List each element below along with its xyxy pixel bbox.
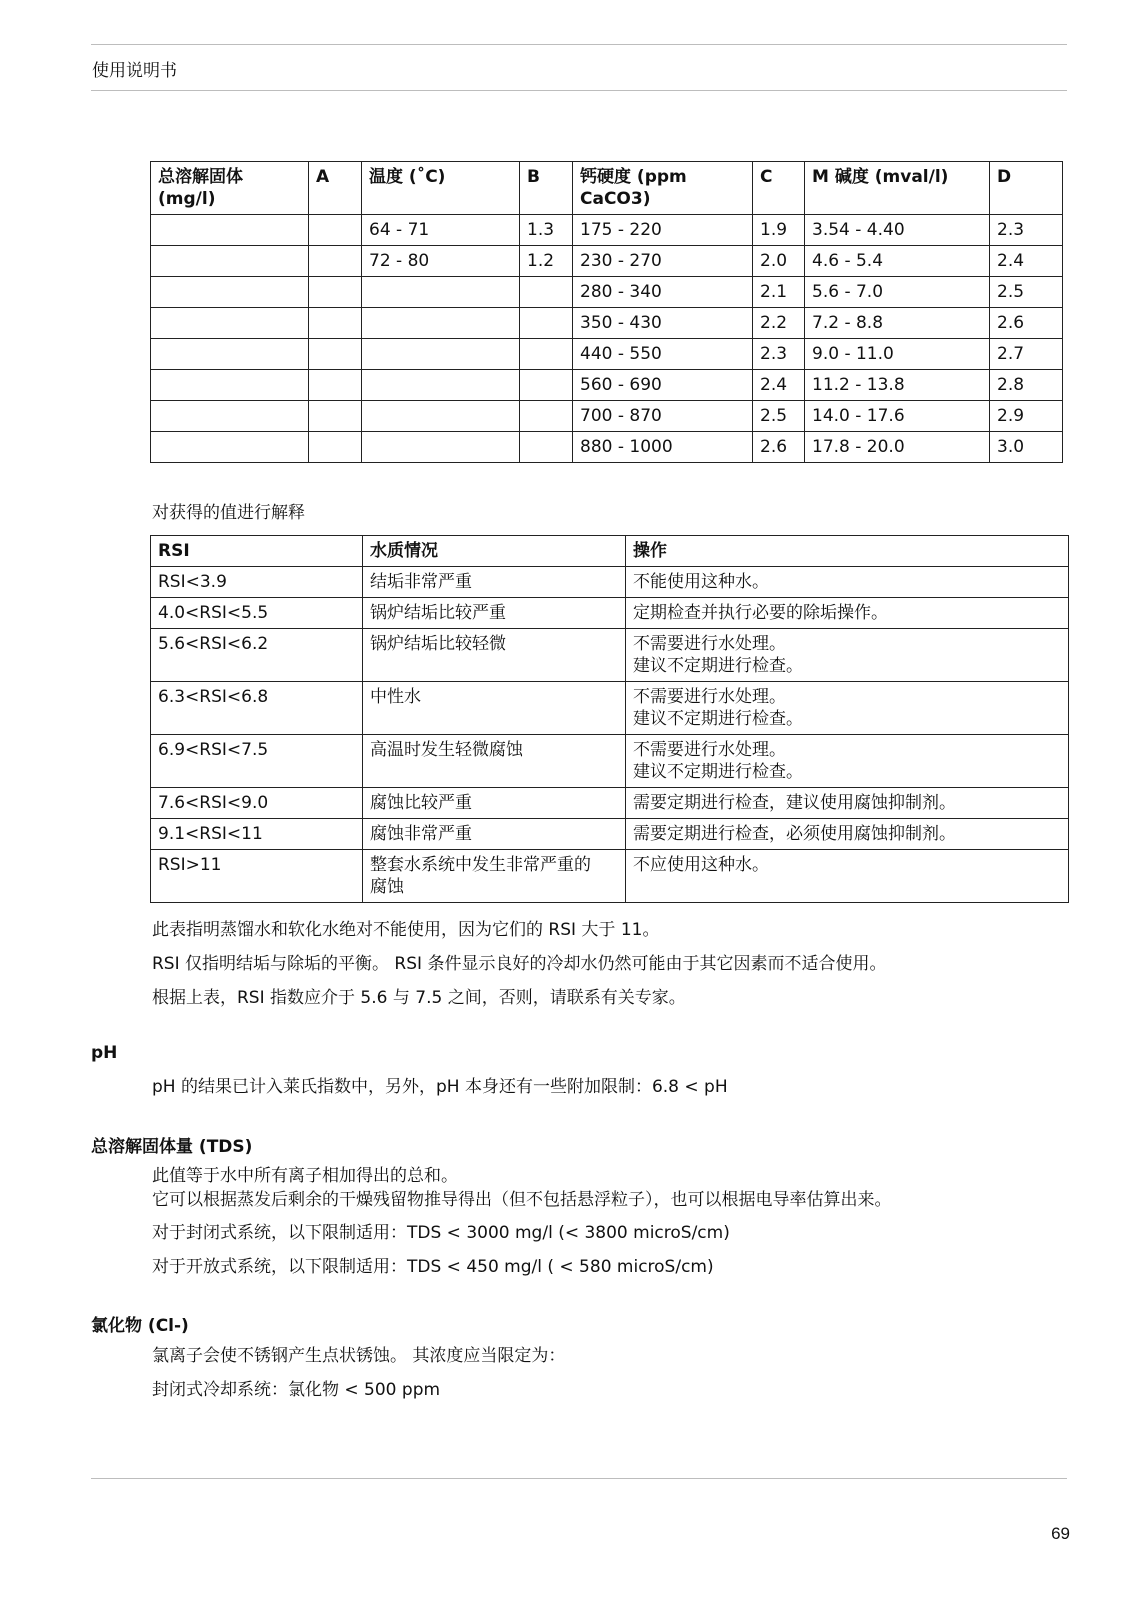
factor-table-row: [151, 370, 1063, 401]
rsi-cell: 整套水系统中发生非常严重的 腐蚀: [363, 850, 626, 903]
factor-cell: 2.6: [990, 308, 1063, 339]
factor-cell: 175 - 220: [573, 215, 753, 246]
factor-cell: 3.54 - 4.40: [805, 215, 990, 246]
rsi-table-header-row: [151, 536, 1069, 567]
rsi-cell: 定期检查并执行必要的除垢操作。: [626, 598, 1069, 629]
factor-table-row: [151, 277, 1063, 308]
factor-cell: 280 - 340: [573, 277, 753, 308]
factor-cell: [520, 432, 573, 463]
factor-cell: [151, 432, 309, 463]
factor-cell: [151, 370, 309, 401]
factor-cell: [309, 339, 362, 370]
factor-cell: 2.9: [990, 401, 1063, 432]
factor-cell: [151, 339, 309, 370]
factor-header-cell: B: [520, 162, 573, 215]
factor-table-row: [151, 401, 1063, 432]
factor-table-row: [151, 432, 1063, 463]
factor-table-row: [151, 308, 1063, 339]
factor-cell: 7.2 - 8.8: [805, 308, 990, 339]
rsi-cell: 腐蚀非常严重: [363, 819, 626, 850]
factor-header-cell: A: [309, 162, 362, 215]
factor-cell: 2.1: [753, 277, 805, 308]
factor-cell: 3.0: [990, 432, 1063, 463]
rsi-cell: 不需要进行水处理。 建议不定期进行检查。: [626, 682, 1069, 735]
rsi-cell: 6.3<RSI<6.8: [151, 682, 363, 735]
rsi-table-row: [151, 735, 1069, 788]
factor-cell: [309, 277, 362, 308]
rsi-cell: 9.1<RSI<11: [151, 819, 363, 850]
rsi-cell: 不需要进行水处理。 建议不定期进行检查。: [626, 735, 1069, 788]
rsi-cell: 高温时发生轻微腐蚀: [363, 735, 626, 788]
interpret-caption: 对获得的值进行解释: [152, 503, 305, 523]
factor-cell: 2.4: [753, 370, 805, 401]
factor-cell: 64 - 71: [362, 215, 520, 246]
rsi-header-cell: 操作: [626, 536, 1069, 567]
tds-definition: 此值等于水中所有离子相加得出的总和。: [152, 1166, 458, 1186]
note-rsi-range: 根据上表，RSI 指数应介于 5.6 与 7.5 之间，否则，请联系有关专家。: [152, 988, 686, 1008]
factor-cell: 17.8 - 20.0: [805, 432, 990, 463]
chloride-limit: 封闭式冷却系统：氯化物 < 500 ppm: [152, 1380, 441, 1400]
factor-cell: [151, 401, 309, 432]
rsi-cell: 中性水: [363, 682, 626, 735]
header-title: 使用说明书: [92, 61, 177, 81]
rsi-cell: 不需要进行水处理。 建议不定期进行检查。: [626, 629, 1069, 682]
factor-cell: [309, 308, 362, 339]
factor-cell: [520, 339, 573, 370]
factor-table: [150, 161, 1063, 463]
rsi-table-row: [151, 629, 1069, 682]
tds-heading: 总溶解固体量 (TDS): [91, 1137, 253, 1157]
rsi-cell: 锅炉结垢比较严重: [363, 598, 626, 629]
factor-cell: 2.4: [990, 246, 1063, 277]
factor-header-cell: 钙硬度 (ppm CaCO3): [573, 162, 753, 215]
tds-closed-limit: 对于封闭式系统，以下限制适用：TDS < 3000 mg/l (< 3800 microS/cm): [152, 1223, 730, 1243]
rsi-cell: RSI<3.9: [151, 567, 363, 598]
rsi-cell: 锅炉结垢比较轻微: [363, 629, 626, 682]
factor-header-cell: M 碱度 (mval/l): [805, 162, 990, 215]
factor-cell: [151, 277, 309, 308]
rsi-table-row: [151, 819, 1069, 850]
factor-cell: [151, 308, 309, 339]
rsi-table-row: [151, 598, 1069, 629]
factor-cell: 2.5: [990, 277, 1063, 308]
rsi-table-row: [151, 788, 1069, 819]
factor-cell: 560 - 690: [573, 370, 753, 401]
factor-cell: 230 - 270: [573, 246, 753, 277]
factor-table-row: [151, 246, 1063, 277]
rsi-table-row: [151, 682, 1069, 735]
rsi-header-cell: 水质情况: [363, 536, 626, 567]
factor-table-row: [151, 215, 1063, 246]
tds-open-limit: 对于开放式系统，以下限制适用：TDS < 450 mg/l ( < 580 microS/cm): [152, 1257, 714, 1277]
factor-cell: [362, 370, 520, 401]
factor-header-cell: 总溶解固体 (mg/l): [151, 162, 309, 215]
rsi-cell: RSI>11: [151, 850, 363, 903]
rsi-cell: 需要定期进行检查，建议使用腐蚀抑制剂。: [626, 788, 1069, 819]
rsi-cell: 6.9<RSI<7.5: [151, 735, 363, 788]
factor-cell: 440 - 550: [573, 339, 753, 370]
factor-cell: 1.2: [520, 246, 573, 277]
factor-cell: [362, 339, 520, 370]
factor-cell: 2.3: [990, 215, 1063, 246]
rsi-table: [150, 535, 1069, 903]
factor-cell: [520, 401, 573, 432]
factor-cell: 350 - 430: [573, 308, 753, 339]
factor-cell: [309, 432, 362, 463]
ph-text: pH 的结果已计入莱氏指数中，另外，pH 本身还有一些附加限制：6.8 < pH: [152, 1077, 728, 1097]
factor-cell: 5.6 - 7.0: [805, 277, 990, 308]
chloride-effect: 氯离子会使不锈钢产生点状锈蚀。 其浓度应当限定为：: [152, 1346, 566, 1366]
factor-table-header-row: [151, 162, 1063, 215]
factor-cell: 1.3: [520, 215, 573, 246]
factor-cell: 2.8: [990, 370, 1063, 401]
factor-cell: 2.6: [753, 432, 805, 463]
footer-rule: [91, 1478, 1067, 1479]
factor-cell: [362, 308, 520, 339]
rsi-cell: 7.6<RSI<9.0: [151, 788, 363, 819]
factor-cell: 14.0 - 17.6: [805, 401, 990, 432]
factor-header-cell: 温度 (˚C): [362, 162, 520, 215]
factor-cell: 2.5: [753, 401, 805, 432]
factor-cell: 2.7: [990, 339, 1063, 370]
note-distilled-water: 此表指明蒸馏水和软化水绝对不能使用，因为它们的 RSI 大于 11。: [152, 920, 660, 940]
factor-cell: [309, 215, 362, 246]
factor-cell: 72 - 80: [362, 246, 520, 277]
factor-cell: [520, 370, 573, 401]
note-rsi-balance: RSI 仅指明结垢与除垢的平衡。 RSI 条件显示良好的冷却水仍然可能由于其它因素而不适合使用。: [152, 954, 887, 974]
factor-cell: [362, 401, 520, 432]
rsi-cell: 4.0<RSI<5.5: [151, 598, 363, 629]
factor-cell: [309, 370, 362, 401]
factor-cell: 4.6 - 5.4: [805, 246, 990, 277]
factor-cell: [151, 246, 309, 277]
factor-cell: 700 - 870: [573, 401, 753, 432]
rsi-cell: 腐蚀比较严重: [363, 788, 626, 819]
factor-cell: 880 - 1000: [573, 432, 753, 463]
factor-cell: [309, 246, 362, 277]
factor-cell: [309, 401, 362, 432]
chloride-heading: 氯化物 (Cl-): [91, 1316, 189, 1336]
factor-cell: [520, 277, 573, 308]
factor-cell: 11.2 - 13.8: [805, 370, 990, 401]
header-top-rule: [91, 44, 1067, 45]
rsi-cell: 不能使用这种水。: [626, 567, 1069, 598]
factor-cell: 9.0 - 11.0: [805, 339, 990, 370]
factor-cell: 2.3: [753, 339, 805, 370]
tds-estimation: 它可以根据蒸发后剩余的干燥残留物推导得出（但不包括悬浮粒子），也可以根据电导率估算出来。: [152, 1190, 892, 1210]
factor-cell: [362, 277, 520, 308]
rsi-cell: 结垢非常严重: [363, 567, 626, 598]
factor-cell: 2.2: [753, 308, 805, 339]
rsi-cell: 5.6<RSI<6.2: [151, 629, 363, 682]
rsi-table-row: [151, 567, 1069, 598]
ph-heading: pH: [91, 1043, 118, 1063]
factor-cell: [520, 308, 573, 339]
page-number: 69: [1051, 1524, 1070, 1543]
factor-cell: 1.9: [753, 215, 805, 246]
rsi-cell: 不应使用这种水。: [626, 850, 1069, 903]
factor-cell: 2.0: [753, 246, 805, 277]
factor-table-row: [151, 339, 1063, 370]
rsi-cell: 需要定期进行检查，必须使用腐蚀抑制剂。: [626, 819, 1069, 850]
rsi-table-row: [151, 850, 1069, 903]
factor-header-cell: D: [990, 162, 1063, 215]
factor-header-cell: C: [753, 162, 805, 215]
factor-cell: [151, 215, 309, 246]
factor-cell: [362, 432, 520, 463]
header-bottom-rule: [91, 90, 1067, 91]
rsi-header-cell: RSI: [151, 536, 363, 567]
